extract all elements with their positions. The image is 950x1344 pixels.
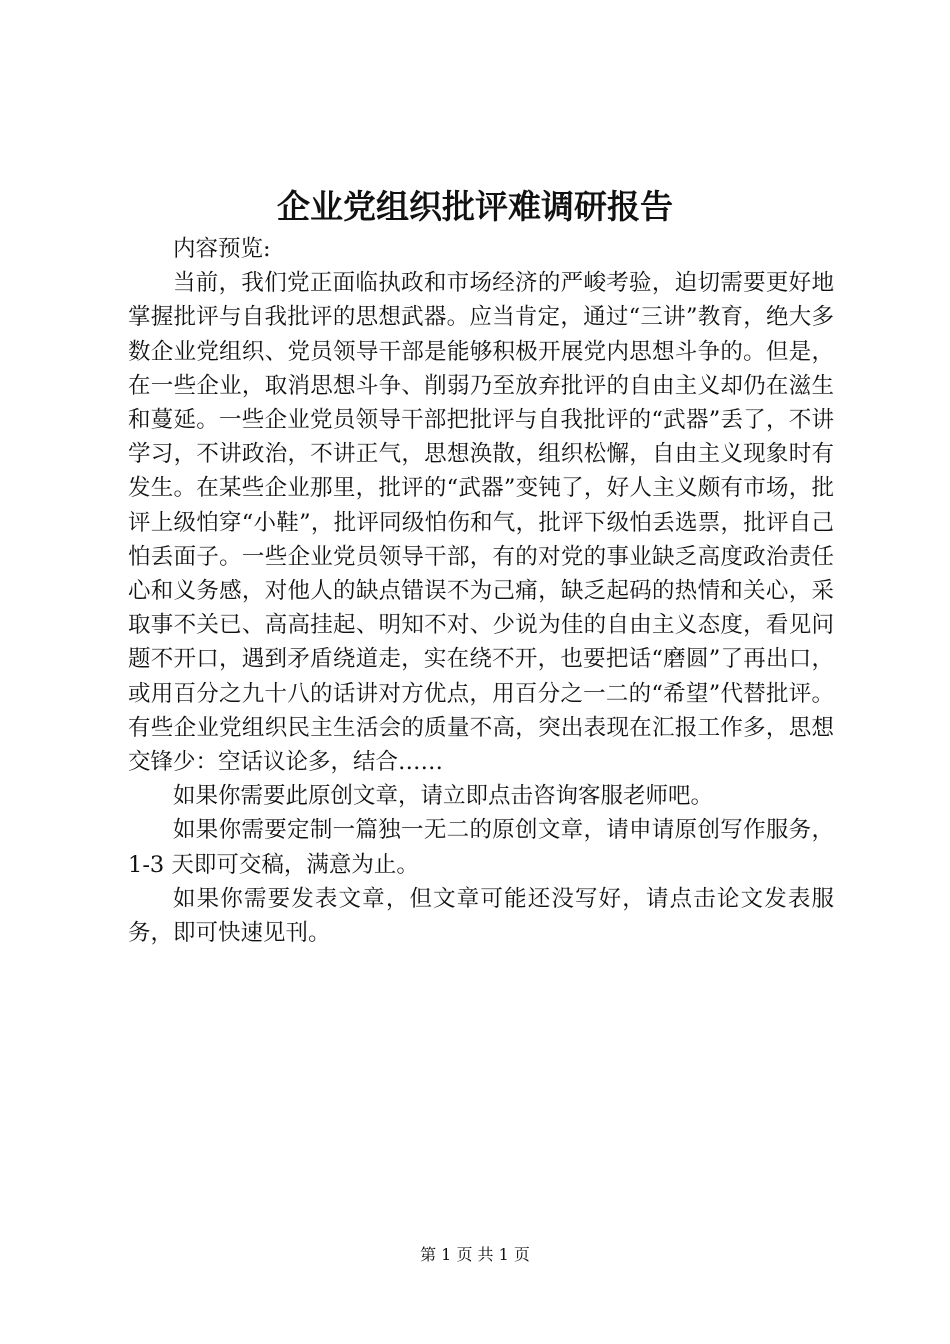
document-title: 企业党组织批评难调研报告 [277,187,673,226]
preview-label: 内容预览: [173,236,271,262]
page-footer: 第 1 页 共 1 页 [420,1245,530,1264]
notice-custom-writing: 如果你需要定制一篇独一无二的原创文章，请申请原创写作服务，1-3 天即可交稿，满意为止。 [128,817,834,878]
notice-consult: 如果你需要此原创文章，请立即点击咨询客服老师吧。 [173,783,714,810]
notice-publish: 如果你需要发表文章，但文章可能还没写好，请点击论文发表服务，即可快速见刊。 [128,885,834,947]
document-content [128,232,834,950]
body-paragraph: 当前，我们党正面临执政和市场经济的严峻考验，迫切需要更好地掌握批评与自我批评的思想武器。应当肯定，通过“三讲”教育，绝大多数企业党组织、党员领导干部是能够积极开展党内思想斗争的。但是，在一些企业，取消思想斗争、削弱乃至放弃批评的自由主义却仍在滋生和蔓延。一些企业党员领导干部把批评与自我批评的“武器”丢了，不讲学习，不讲政治，不讲正气，思想涣散，组织松懈，自由主义现象时有发生。在某些企业那里，批评的“武器”变钝了，好人主义颇有市场，批评上级怕穿“小鞋”，批评同级怕伤和气，批评下级怕丢选票，批评自己怕丢面子。一些企业党员领导干部，有的对党的事业缺乏高度政治责任心和义务感，对他人的缺点错误不为己痛，缺乏起码的热情和关心，采取事不关已、高高挂起、明知不对、少说为佳的自由主义态度，看见问题不开口，遇到矛盾绕道走，实在绕不开，也要把话“磨圆”了再出口，或用百分之九十八的话讲对方优点，用百分之一二的“希望”代替批评。有些企业党组织民主生活会的质量不高，突出表现在汇报工作多，思想交锋少：空话议论多，结合…… [128,270,834,776]
